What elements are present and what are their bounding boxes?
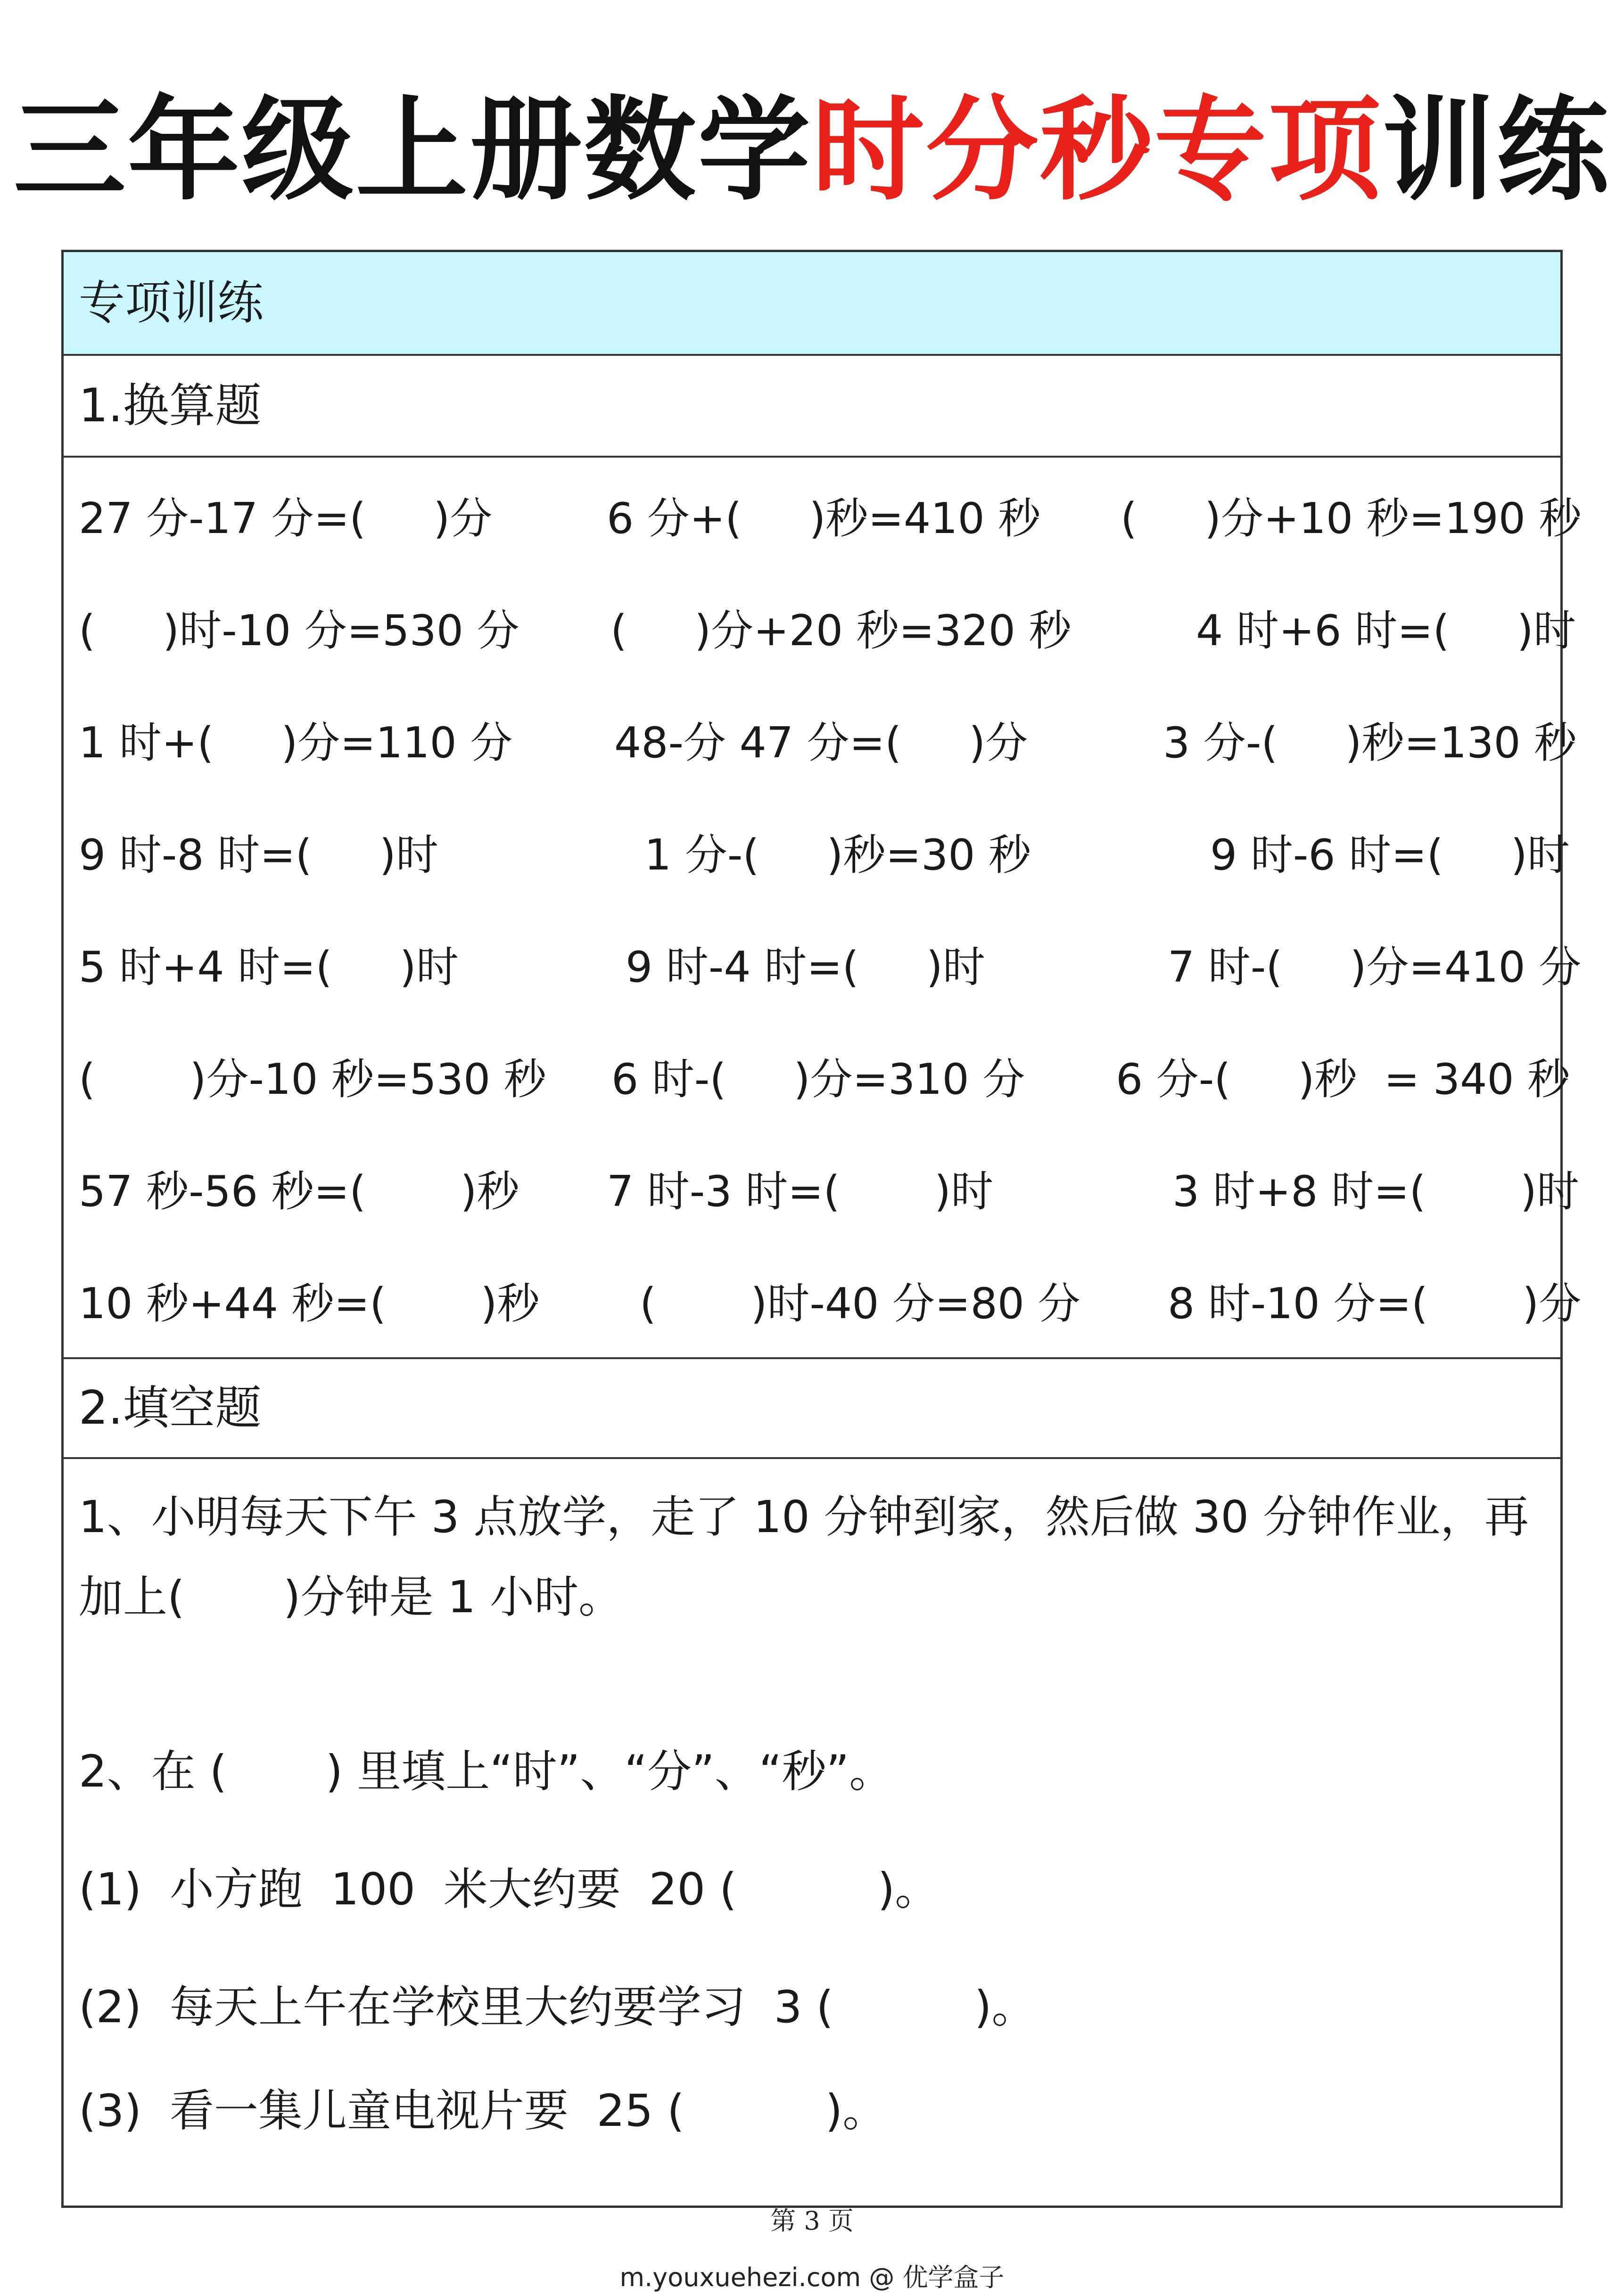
fill-question-2-1: (1) 小方跑 100 米大约要 20 ( )。 <box>79 1864 940 1915</box>
section-2-title: 2.填空题 <box>79 1381 262 1435</box>
conversion-problems <box>64 458 1582 1357</box>
fill-question-1: 1、小明每天下午 3 点放学，走了 10 分钟到家，然后做 30 分钟作业，再加上( )分钟是 1 小时。 <box>79 1492 1529 1623</box>
problem-5-1: 5 时+4 时=( )时 <box>79 943 459 992</box>
section-1-heading <box>64 356 1560 458</box>
problem-3-1: 1 时+( )分=110 分 <box>79 718 513 768</box>
section-1-title: 1.换算题 <box>79 379 262 433</box>
problem-2-3: 4 时+6 时=( )时 <box>1196 606 1576 656</box>
problem-8-3: 8 时-10 分=( )分 <box>1168 1279 1582 1328</box>
header-label: 专项训练 <box>79 276 264 330</box>
problem-8-2: ( )时-40 分=80 分 <box>640 1279 1080 1328</box>
problem-2-2: ( )分+20 秒=320 秒 <box>610 606 1072 656</box>
fill-question-2-2: (2) 每天上午在学校里大约要学习 3 ( )。 <box>79 1982 1036 2033</box>
problem-3-2: 48-分 47 分=( )分 <box>614 718 1028 768</box>
problem-8-1: 10 秒+44 秒=( )秒 <box>79 1279 540 1328</box>
worksheet <box>61 250 1582 2208</box>
title-part-1: 三年级上册数学 <box>13 85 812 216</box>
problem-7-2: 7 时-3 时=( )时 <box>607 1167 994 1216</box>
page-title <box>0 80 1624 221</box>
problem-4-1: 9 时-8 时=( )时 <box>79 830 438 880</box>
problem-6-3: 6 分-( )秒 = 340 秒 <box>1116 1055 1570 1104</box>
problem-3-3: 3 分-( )秒=130 秒 <box>1163 718 1577 768</box>
footer-watermark: m.youxuehezi.com @ 优学盒子 <box>619 2263 1005 2292</box>
problem-5-2: 9 时-4 时=( )时 <box>626 943 985 992</box>
problem-7-3: 3 时+8 时=( )时 <box>1172 1167 1580 1216</box>
problem-1-3: ( )分+10 秒=190 秒 <box>1121 494 1582 543</box>
problem-4-3: 9 时-6 时=( )时 <box>1210 830 1570 880</box>
problem-6-2: 6 时-( )分=310 分 <box>611 1055 1025 1104</box>
problem-4-2: 1 分-( )秒=30 秒 <box>644 830 1031 880</box>
problem-1-1: 27 分-17 分=( )分 <box>79 494 493 543</box>
problem-2-1: ( )时-10 分=530 分 <box>79 606 519 656</box>
problem-5-3: 7 时-( )分=410 分 <box>1168 943 1582 992</box>
problem-7-1: 57 秒-56 秒=( )秒 <box>79 1167 519 1216</box>
header-band <box>64 252 1560 356</box>
problem-1-2: 6 分+( )秒=410 秒 <box>607 494 1041 543</box>
fill-question-2-3: (3) 看一集儿童电视片要 25 ( )。 <box>79 2085 887 2137</box>
problem-6-1: ( )分-10 秒=530 秒 <box>79 1055 546 1104</box>
title-highlight: 时分秒专项 <box>812 85 1383 216</box>
title-part-3: 训练 <box>1382 85 1611 216</box>
fill-question-2: 2、在 ( ) 里填上“时”、“分”、“秒”。 <box>79 1746 894 1797</box>
section-2-heading <box>64 1357 1560 1459</box>
page-number: 第 3 页 <box>770 2206 854 2236</box>
